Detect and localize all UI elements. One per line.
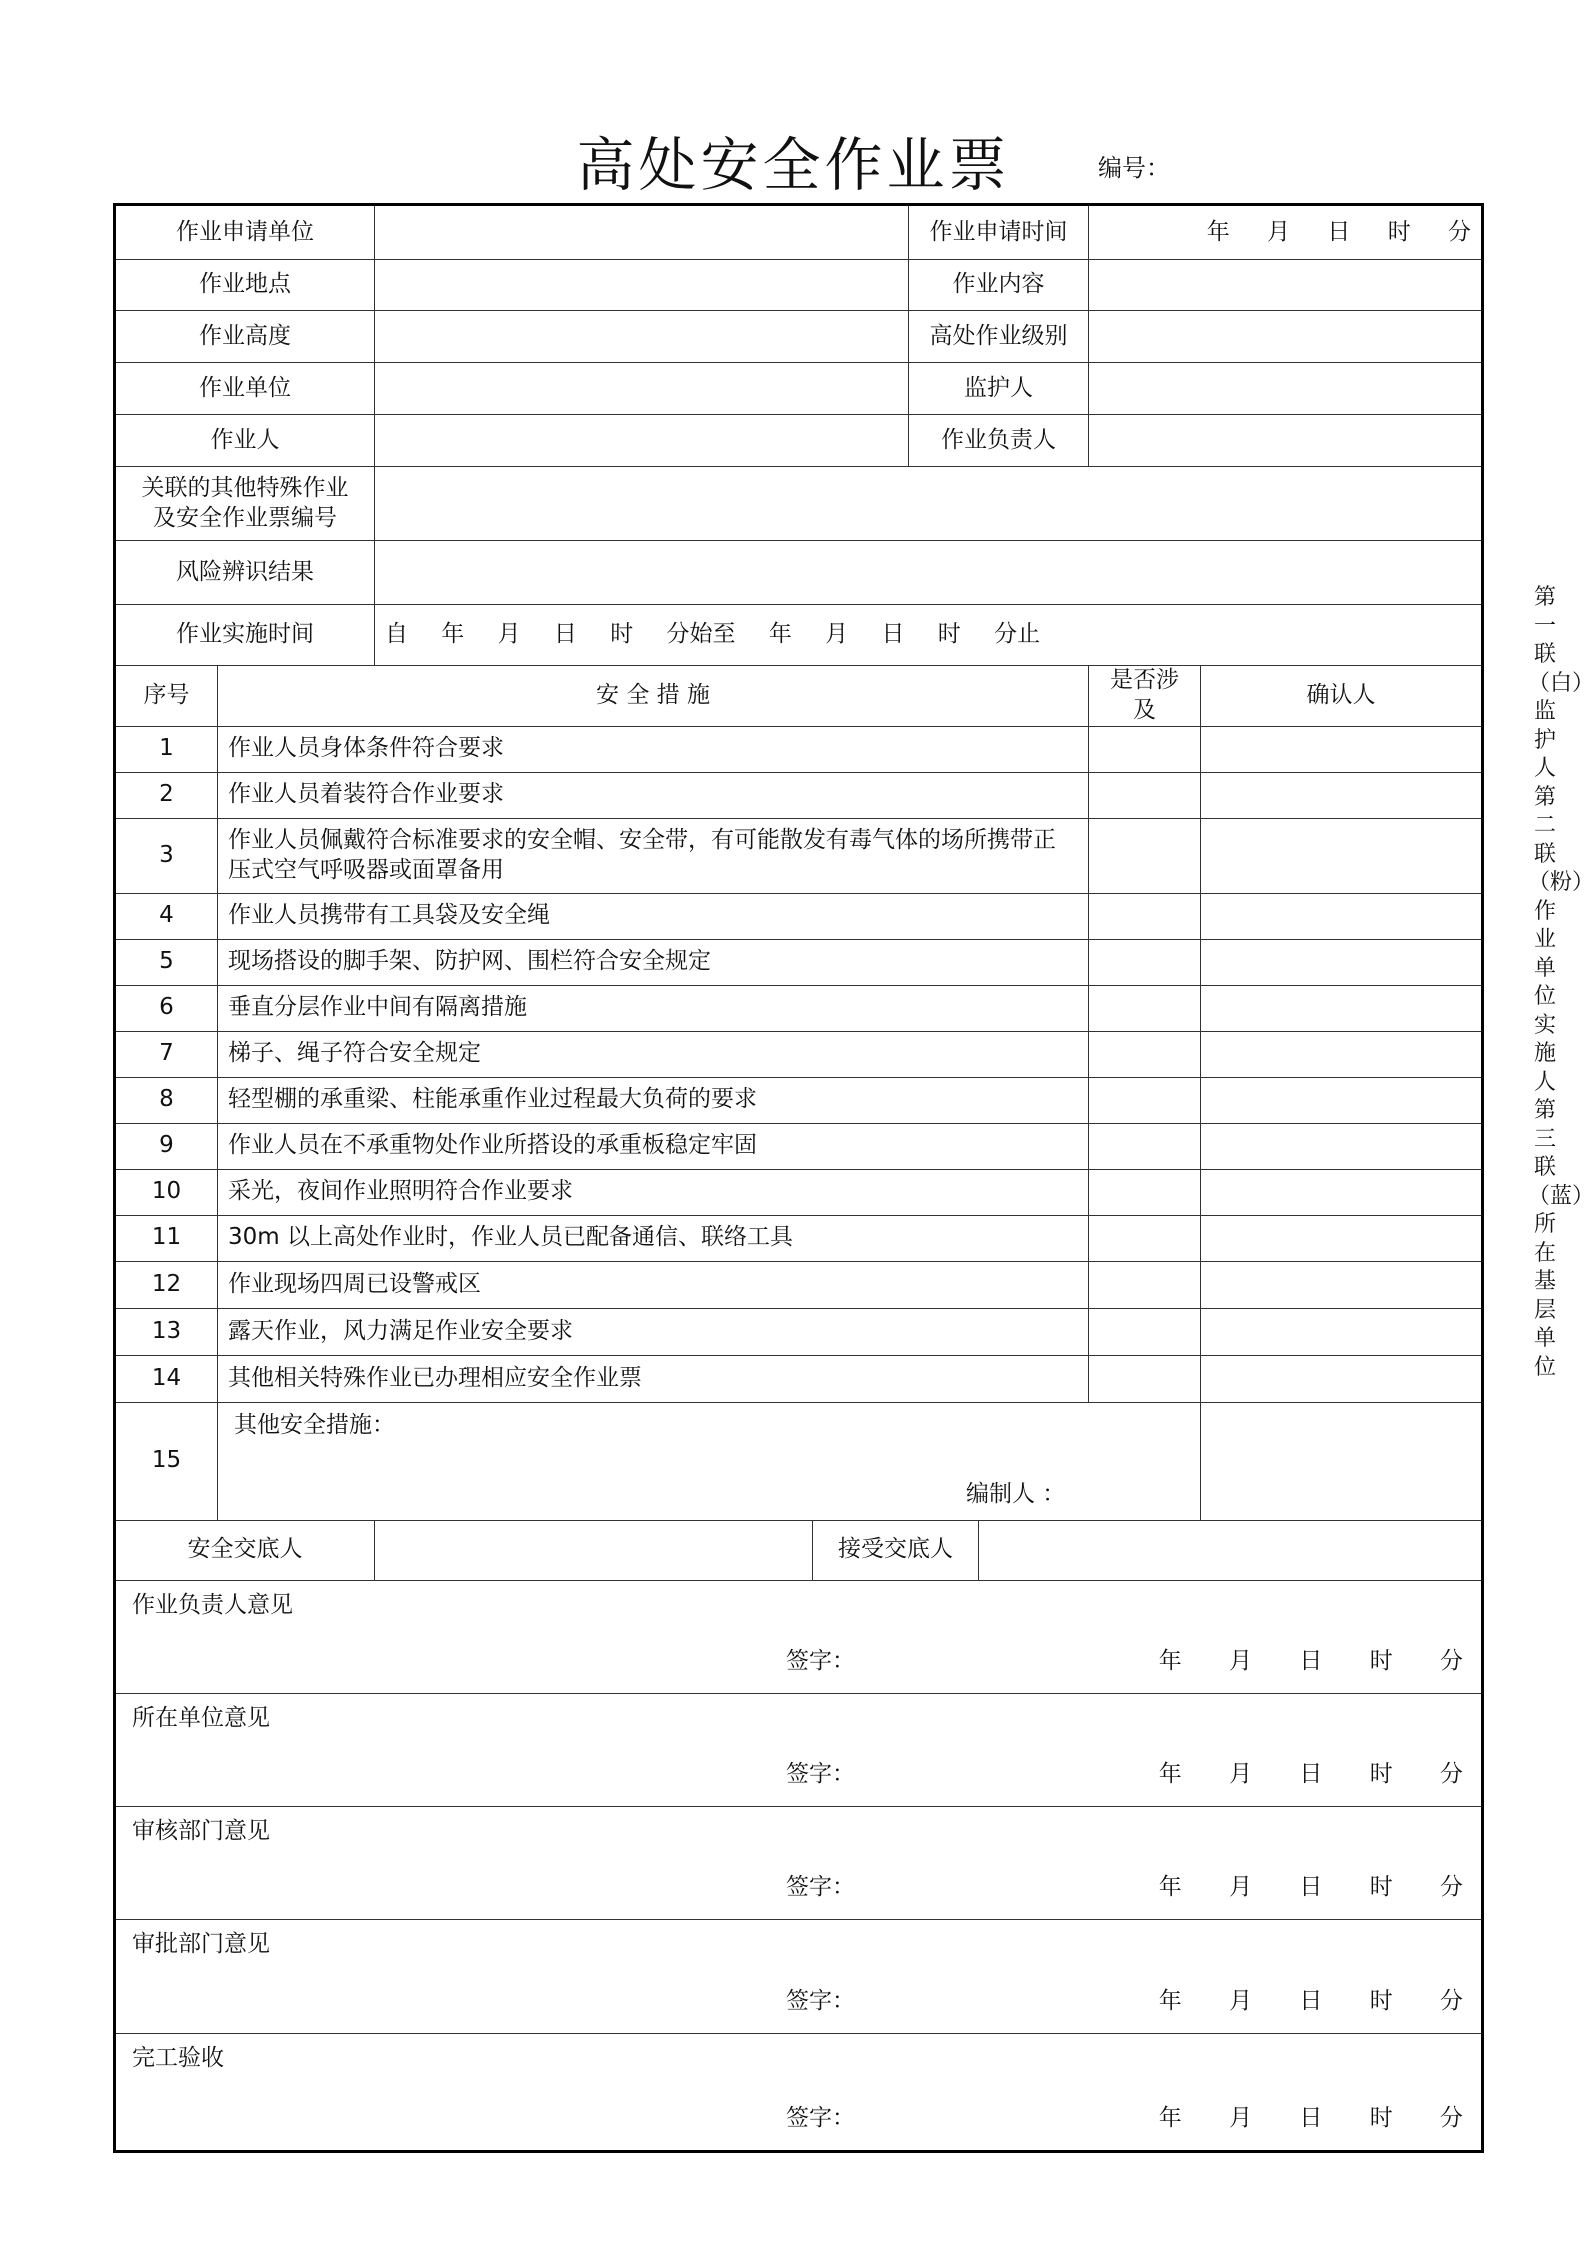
receiver-label: 接受交底人 bbox=[813, 1520, 979, 1580]
involved-cell[interactable] bbox=[1089, 1355, 1201, 1402]
measure-text: 垂直分层作业中间有隔离措施 bbox=[218, 985, 1089, 1031]
confirm-cell[interactable] bbox=[1201, 939, 1483, 985]
measure-text: 30m 以上高处作业时，作业人员已配备通信、联络工具 bbox=[218, 1215, 1089, 1261]
work-unit-label: 作业单位 bbox=[115, 363, 375, 415]
apply-unit-value[interactable] bbox=[375, 205, 909, 260]
table-row bbox=[115, 772, 1483, 818]
table-row bbox=[115, 1031, 1483, 1077]
measure-text: 作业人员着装符合作业要求 bbox=[218, 772, 1089, 818]
table-row bbox=[115, 893, 1483, 939]
measure-number: 5 bbox=[115, 939, 218, 985]
measure-number: 15 bbox=[115, 1402, 218, 1520]
measure-number: 4 bbox=[115, 893, 218, 939]
content-label: 作业内容 bbox=[909, 260, 1089, 311]
measure-number: 11 bbox=[115, 1215, 218, 1261]
confirm-cell[interactable] bbox=[1201, 1402, 1483, 1520]
related-permit-label-line2: 及安全作业票编号 bbox=[153, 504, 337, 531]
involved-cell[interactable] bbox=[1089, 1077, 1201, 1123]
leader-value[interactable] bbox=[1089, 415, 1483, 467]
work-unit-value[interactable] bbox=[375, 363, 909, 415]
measure-text: 露天作业，风力满足作业安全要求 bbox=[218, 1308, 1089, 1355]
leader-label: 作业负责人 bbox=[909, 415, 1089, 467]
table-row bbox=[115, 1169, 1483, 1215]
related-permit-label-line1: 关联的其他特殊作业 bbox=[141, 474, 349, 501]
guardian-label: 监护人 bbox=[909, 363, 1089, 415]
measure-text: 梯子、绳子符合安全规定 bbox=[218, 1031, 1089, 1077]
confirm-cell[interactable] bbox=[1201, 1355, 1483, 1402]
confirm-cell[interactable] bbox=[1201, 893, 1483, 939]
related-permit-label bbox=[115, 467, 375, 541]
impl-time-label: 作业实施时间 bbox=[115, 605, 375, 666]
location-value[interactable] bbox=[375, 260, 909, 311]
confirm-cell[interactable] bbox=[1201, 818, 1483, 893]
other-measure-cell[interactable] bbox=[218, 1402, 1201, 1520]
opinion-approval-section[interactable] bbox=[115, 1919, 1483, 2033]
apply-unit-label: 作业申请单位 bbox=[115, 205, 375, 260]
measure-number: 13 bbox=[115, 1308, 218, 1355]
involved-header: 是否涉及 bbox=[1089, 666, 1201, 727]
location-label: 作业地点 bbox=[115, 260, 375, 311]
confirm-cell[interactable] bbox=[1201, 772, 1483, 818]
date-label: 年 月 日 时 分 bbox=[1158, 1760, 1464, 1787]
receiver-value[interactable] bbox=[979, 1520, 1483, 1580]
measure-number: 1 bbox=[115, 726, 218, 772]
measure-number: 3 bbox=[115, 818, 218, 893]
measure-text: 其他相关特殊作业已办理相应安全作业票 bbox=[218, 1355, 1089, 1402]
height-value[interactable] bbox=[375, 311, 909, 363]
seq-header: 序号 bbox=[115, 666, 218, 727]
confirm-cell[interactable] bbox=[1201, 1261, 1483, 1308]
measure-number: 8 bbox=[115, 1077, 218, 1123]
table-row bbox=[115, 818, 1483, 893]
serial-number-label: 编号： bbox=[1098, 154, 1170, 182]
worker-value[interactable] bbox=[375, 415, 909, 467]
table-row bbox=[115, 939, 1483, 985]
level-value[interactable] bbox=[1089, 311, 1483, 363]
confirm-cell[interactable] bbox=[1201, 1169, 1483, 1215]
signature-label: 签字： bbox=[786, 1987, 855, 2014]
involved-cell[interactable] bbox=[1089, 1169, 1201, 1215]
measure-number: 9 bbox=[115, 1123, 218, 1169]
measure-number: 2 bbox=[115, 772, 218, 818]
table-row bbox=[115, 726, 1483, 772]
signature-label: 签字： bbox=[786, 1760, 855, 1787]
opinion-leader-section[interactable] bbox=[115, 1580, 1483, 1693]
measure-number: 6 bbox=[115, 985, 218, 1031]
opinion-label: 审批部门意见 bbox=[132, 1930, 270, 1957]
confirm-cell[interactable] bbox=[1201, 1077, 1483, 1123]
signature-label: 签字： bbox=[786, 1647, 855, 1674]
involved-cell[interactable] bbox=[1089, 1215, 1201, 1261]
briefer-label: 安全交底人 bbox=[115, 1520, 375, 1580]
measure-number: 12 bbox=[115, 1261, 218, 1308]
confirm-header: 确认人 bbox=[1201, 666, 1483, 727]
involved-cell[interactable] bbox=[1089, 893, 1201, 939]
risk-label: 风险辨识结果 bbox=[115, 541, 375, 605]
table-row bbox=[115, 1123, 1483, 1169]
involved-cell[interactable] bbox=[1089, 1123, 1201, 1169]
confirm-cell[interactable] bbox=[1201, 726, 1483, 772]
table-row bbox=[115, 985, 1483, 1031]
confirm-cell[interactable] bbox=[1201, 1215, 1483, 1261]
table-row bbox=[115, 1261, 1483, 1308]
table-row bbox=[115, 1077, 1483, 1123]
measure-text: 作业现场四周已设警戒区 bbox=[218, 1261, 1089, 1308]
measure-text: 作业人员在不承重物处作业所搭设的承重板稳定牢固 bbox=[218, 1123, 1089, 1169]
date-label: 年 月 日 时 分 bbox=[1158, 1987, 1464, 2014]
briefer-value[interactable] bbox=[375, 1520, 813, 1580]
signature-label: 签字： bbox=[786, 1873, 855, 1900]
maker-label: 编制人 ： bbox=[966, 1480, 1066, 1507]
involved-cell[interactable] bbox=[1089, 1308, 1201, 1355]
involved-cell[interactable] bbox=[1089, 1031, 1201, 1077]
form-title: 高处安全作业票 bbox=[576, 131, 1011, 199]
related-permit-value[interactable] bbox=[375, 467, 1483, 541]
impl-time-value[interactable]: 自 年 月 日 时 分始至 年 月 日 时 分止 bbox=[375, 605, 1483, 666]
involved-cell[interactable] bbox=[1089, 939, 1201, 985]
table-row bbox=[115, 1402, 1483, 1520]
involved-cell[interactable] bbox=[1089, 772, 1201, 818]
opinion-label: 完工验收 bbox=[132, 2044, 224, 2071]
opinion-label: 所在单位意见 bbox=[132, 1704, 270, 1731]
involved-cell[interactable] bbox=[1089, 985, 1201, 1031]
measure-text: 采光，夜间作业照明符合作业要求 bbox=[218, 1169, 1089, 1215]
signature-label: 签字： bbox=[786, 2104, 855, 2131]
confirm-cell[interactable] bbox=[1201, 1123, 1483, 1169]
table-row bbox=[115, 1215, 1483, 1261]
opinion-review-section[interactable] bbox=[115, 1806, 1483, 1919]
risk-value[interactable] bbox=[375, 541, 1483, 605]
other-measure-label: 其他安全措施： bbox=[234, 1411, 395, 1438]
opinion-label: 作业负责人意见 bbox=[132, 1591, 293, 1618]
table-row bbox=[115, 1308, 1483, 1355]
table-row bbox=[115, 1355, 1483, 1402]
measure-number: 14 bbox=[115, 1355, 218, 1402]
involved-cell[interactable] bbox=[1089, 818, 1201, 893]
measure-text: 轻型棚的承重梁、柱能承重作业过程最大负荷的要求 bbox=[218, 1077, 1089, 1123]
guardian-value[interactable] bbox=[1089, 363, 1483, 415]
measure-text: 作业人员身体条件符合要求 bbox=[218, 726, 1089, 772]
height-label: 作业高度 bbox=[115, 311, 375, 363]
measure-number: 7 bbox=[115, 1031, 218, 1077]
apply-time-value[interactable]: 年 月 日 时 分 bbox=[1089, 205, 1483, 260]
confirm-cell[interactable] bbox=[1201, 1031, 1483, 1077]
measure-text: 现场搭设的脚手架、防护网、围栏符合安全规定 bbox=[218, 939, 1089, 985]
date-label: 年 月 日 时 分 bbox=[1158, 2104, 1464, 2131]
content-value[interactable] bbox=[1089, 260, 1483, 311]
completion-acceptance-section[interactable] bbox=[115, 2033, 1483, 2151]
apply-time-label: 作业申请时间 bbox=[909, 205, 1089, 260]
confirm-cell[interactable] bbox=[1201, 1308, 1483, 1355]
permit-form-table bbox=[113, 203, 1484, 2153]
measure-number: 10 bbox=[115, 1169, 218, 1215]
worker-label: 作业人 bbox=[115, 415, 375, 467]
measure-header: 安 全 措 施 bbox=[218, 666, 1089, 727]
involved-cell[interactable] bbox=[1089, 726, 1201, 772]
involved-cell[interactable] bbox=[1089, 1261, 1201, 1308]
level-label: 高处作业级别 bbox=[909, 311, 1089, 363]
copy-distribution-note: 第一联（白）监护人 第二联（粉）作业单位实施人 第三联（蓝）所在基层单位 bbox=[1528, 585, 1594, 1380]
date-label: 年 月 日 时 分 bbox=[1158, 1873, 1464, 1900]
confirm-cell[interactable] bbox=[1201, 985, 1483, 1031]
date-label: 年 月 日 时 分 bbox=[1158, 1647, 1464, 1674]
opinion-label: 审核部门意见 bbox=[132, 1817, 270, 1844]
measure-text: 作业人员佩戴符合标准要求的安全帽、安全带，有可能散发有毒气体的场所携带正压式空气呼吸器或面罩备用 bbox=[218, 818, 1089, 893]
opinion-unit-section[interactable] bbox=[115, 1693, 1483, 1806]
measure-text: 作业人员携带有工具袋及安全绳 bbox=[218, 893, 1089, 939]
